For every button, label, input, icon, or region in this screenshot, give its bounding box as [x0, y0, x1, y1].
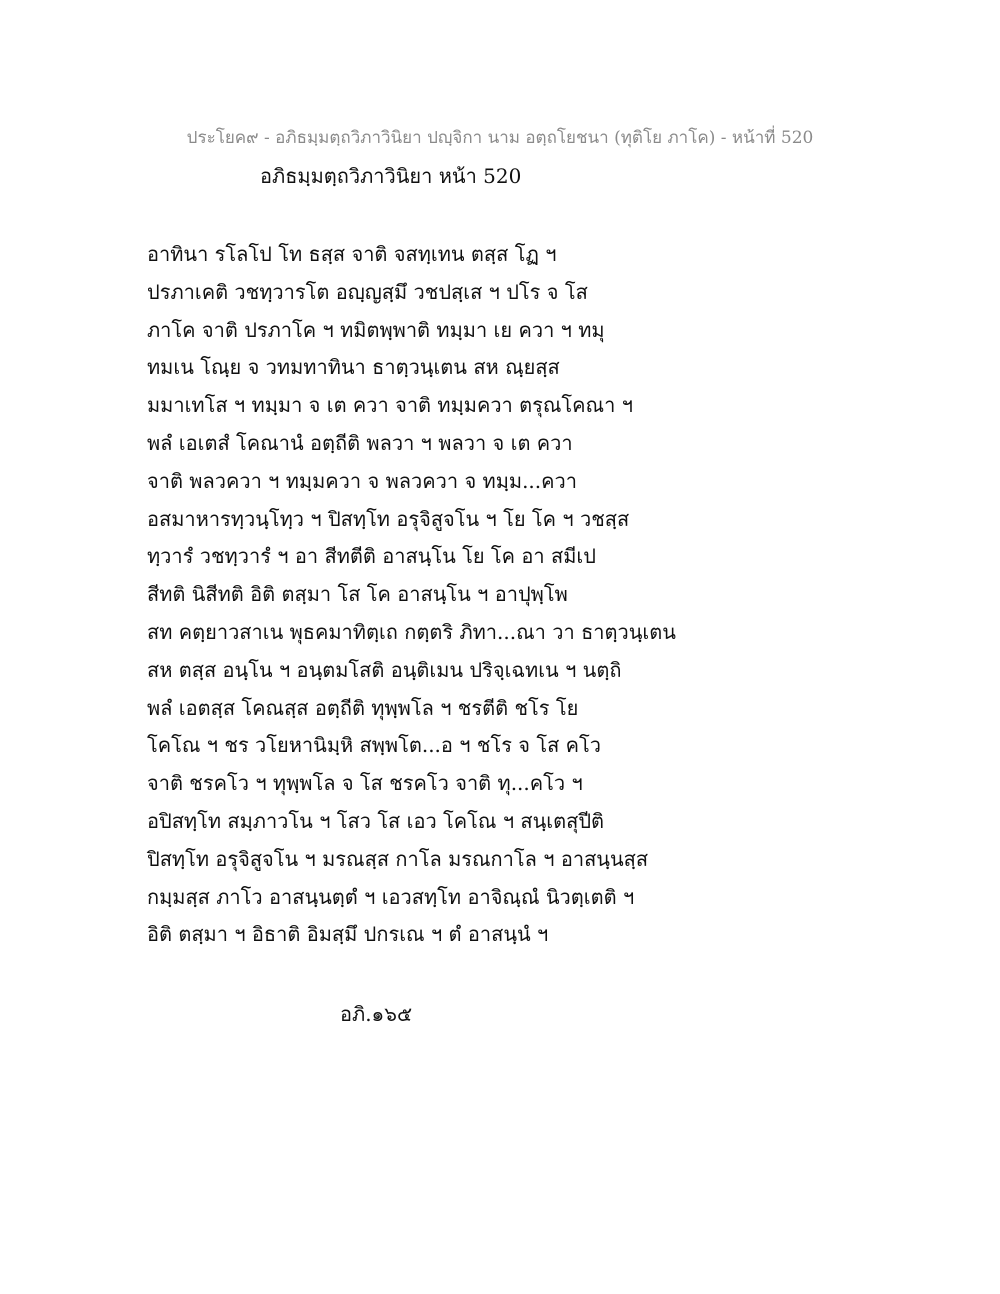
- page-footer: อภิ.๑๖๕: [340, 1002, 413, 1026]
- text-line: อิติ ตสฺมา ฯ อิธาติ อิมสฺมึ ปกรเณ ฯ ตํ อาสนฺนํ ฯ: [147, 922, 549, 947]
- text-line: ทฺวารํ วชทฺวารํ ฯ อา สีทตีติ อาสนฺโน โย โค อา สมีเป: [147, 544, 596, 569]
- text-line: อสมาหารทฺวนฺโทฺว ฯ ปิสทฺโท อรุจิสูจโน ฯ โย โค ฯ วชสฺส: [147, 506, 630, 531]
- text-line: มมาเทโส ฯ ทมฺมา จ เต ควา จาติ ทมฺมควา ตรุณโคณา ฯ: [147, 393, 633, 418]
- text-line: พลํ เอเตสํ โคณานํ อตฺถีติ พลวา ฯ พลวา จ เต ควา: [147, 430, 573, 455]
- text-line: โคโณ ฯ ชร วโยหานิมฺหิ สพฺพโต...อ ฯ ชโร จ โส คโว: [147, 733, 602, 758]
- text-line: ปิสทฺโท อรุจิสูจโน ฯ มรณสฺส กาโล มรณกาโล ฯ อาสนฺนสฺส: [147, 846, 649, 871]
- text-line: อปิสทฺโท สมฺภาวโน ฯ โสว โส เอว โคโณ ฯ สนฺเตสุปีติ: [147, 808, 605, 833]
- text-line: พลํ เอตสฺส โคณสฺส อตฺถีติ ทุพฺพโล ฯ ชรตีติ ชโร โย: [147, 695, 579, 720]
- text-line: อาทินา รโลโป โท ธสฺส จาติ จสทฺเทน ตสฺส โฏ ฯ: [147, 242, 557, 266]
- text-line: สีทติ นิสีทติ อิติ ตสฺมา โส โค อาสนฺโน ฯ อาปุพฺโพ: [147, 582, 568, 607]
- text-line: สท คตฺยาวสาเน พุธคมาทิตฺเถ กตฺตริ ภิทา...ณา วา ธาตฺวนฺเตน: [147, 619, 676, 644]
- body-text: [147, 236, 907, 954]
- text-line: จาติ ชรคโว ฯ ทุพฺพโล จ โส ชรคโว จาติ ทุ...คโว ฯ: [147, 771, 583, 796]
- page-title: อภิธมฺมตฺถวิภาวินิยา หน้า 520: [260, 164, 522, 188]
- text-line: จาติ พลวควา ฯ ทมฺมควา จ พลวควา จ ทมฺม...ควา: [147, 468, 577, 493]
- text-line: สห ตสฺส อนฺโน ฯ อนฺตมโสติ อนฺติเมน ปริจฺเฉทเน ฯ นตฺถิ: [147, 657, 622, 682]
- text-line: กมฺมสฺส ภาโว อาสนฺนตฺตํ ฯ เอวสทฺโท อาจิณฺณํ นิวตฺเตติ ฯ: [147, 884, 635, 909]
- running-header: [0, 124, 1000, 151]
- text-line: ภาโค จาติ ปรภาโค ฯ ทมิตพฺพาติ ทมฺมา เย ควา ฯ ทมุ: [147, 317, 605, 342]
- text-line: ทมเน โณฺย จ วทมทาทินา ธาตฺวนฺเตน สห ณฺยสฺส: [147, 355, 560, 380]
- running-header-text: ประโยค๙ - อภิธมฺมตฺถวิภาวินิยา ปญฺจิกา นาม อตฺถโยชนา (ทุติโย ภาโค) - หน้าที่ 520: [186, 128, 814, 148]
- text-line: ปรภาเคติ วชทฺวารโต อญฺญสฺมึ วชปสฺเส ฯ ปโร จ โส: [147, 279, 588, 304]
